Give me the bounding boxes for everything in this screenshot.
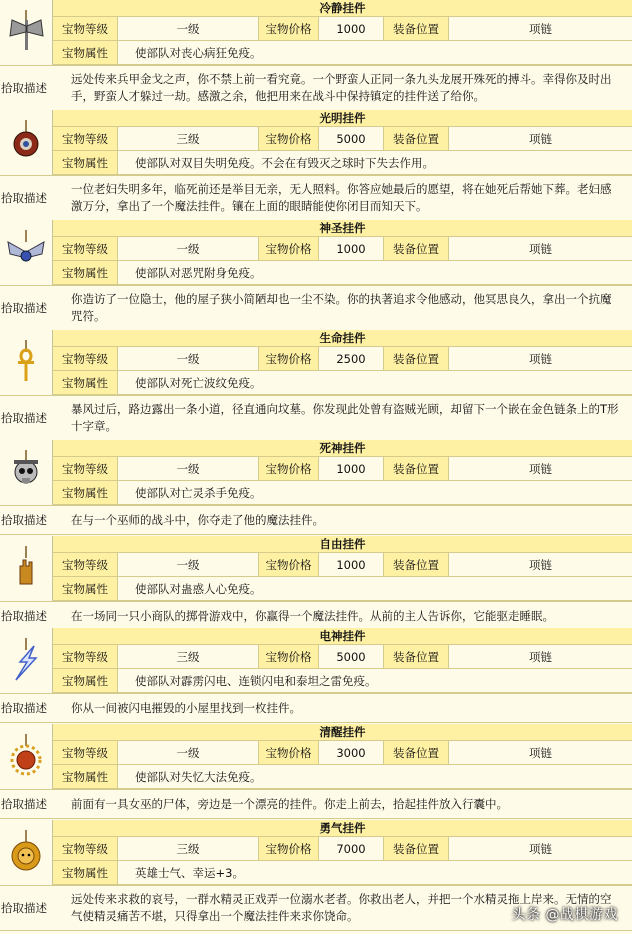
price-value: 3000: [319, 741, 383, 764]
desc-label: 拾取描述: [1, 411, 47, 425]
desc-row: [0, 395, 632, 441]
desc-text: 一位老妇失明多年，临死前还是举目无亲，无人照料。你答应她最后的愿望，将在她死后帮她下葬。老妇感激万分，拿出了一个魔法挂件。镶在上面的眼睛能使你闭目而知天下。: [71, 182, 612, 213]
attr-value: 使部队对恶咒附身免疫。: [118, 261, 632, 284]
desc-text: 远处传来兵甲金戈之声，你不禁上前一看究竟。一个野蛮人正同一条九头龙展开殊死的搏斗。幸得你及时出手，野蛮人才躲过一劫。感激之余，他把用来在战斗中保持镇定的挂件送了给你。: [71, 72, 612, 103]
desc-label: 拾取描述: [1, 701, 47, 715]
level-label: 宝物等级: [53, 645, 117, 668]
item-name: 死神挂件: [53, 440, 632, 457]
attr-label: 宝物属性: [53, 371, 117, 394]
ankh-amulet-icon: [0, 330, 53, 395]
attr-row: [53, 861, 632, 885]
watermark: 头条 @战棋游戏: [511, 907, 618, 923]
attr-value: 使部队对蛊惑人心免疫。: [118, 577, 632, 600]
slot-label: 装备位置: [384, 553, 448, 576]
attr-value: 使部队对双目失明免疫。不会在有毁灭之球时下失去作用。: [118, 151, 632, 174]
desc-text: 远处传来求救的哀号，一群水精灵正戏弄一位溺水老者。你救出老人，并把一个水精灵拖上岸来。无情的空气使精灵痛苦不堪，只得拿出一个魔法挂件来求你饶命。: [71, 892, 612, 923]
attr-value: 使部队对丧心病狂免疫。: [118, 41, 632, 64]
sun-amulet-icon: [0, 724, 53, 789]
attr-row: [53, 41, 632, 65]
desc-text: 前面有一具女巫的尸体，旁边是一个漂亮的挂件。你走上前去，拾起挂件放入行囊中。: [71, 796, 508, 811]
price-label: 宝物价格: [259, 17, 318, 40]
amulet-entry: [0, 440, 632, 535]
amulet-entry: [0, 0, 632, 111]
desc-row: [0, 285, 632, 331]
price-label: 宝物价格: [259, 347, 318, 370]
amulet-entry: [0, 220, 632, 331]
slot-label: 装备位置: [384, 457, 448, 480]
hand-amulet-icon: [0, 536, 53, 601]
item-name: 冷静挂件: [53, 0, 632, 17]
axe-amulet-icon: [0, 0, 53, 65]
attr-value: 使部队对亡灵杀手免疫。: [118, 481, 632, 504]
level-label: 宝物等级: [53, 17, 117, 40]
slot-label: 装备位置: [384, 127, 448, 150]
stats-row: [53, 457, 632, 481]
desc-text: 在与一个巫师的战斗中，你夺走了他的魔法挂件。: [71, 512, 324, 527]
desc-row: [0, 175, 632, 221]
price-label: 宝物价格: [259, 741, 318, 764]
attr-row: [53, 371, 632, 395]
slot-value: 项链: [449, 741, 632, 764]
amulet-entry: [0, 628, 632, 723]
attr-value: 英雄士气、幸运+3。: [118, 861, 632, 884]
desc-label: 拾取描述: [1, 301, 47, 315]
attr-label: 宝物属性: [53, 151, 117, 174]
desc-label: 拾取描述: [1, 191, 47, 205]
desc-row: [0, 65, 632, 111]
amulet-entry: [0, 724, 632, 819]
level-label: 宝物等级: [53, 553, 117, 576]
attr-label: 宝物属性: [53, 261, 117, 284]
slot-label: 装备位置: [384, 237, 448, 260]
item-name: 勇气挂件: [53, 820, 632, 837]
level-label: 宝物等级: [53, 127, 117, 150]
stats-row: [53, 17, 632, 41]
attr-row: [53, 577, 632, 601]
desc-row: [0, 505, 632, 535]
attr-label: 宝物属性: [53, 481, 117, 504]
attr-value: 使部队对失忆大法免疫。: [118, 765, 632, 788]
stats-row: [53, 127, 632, 151]
desc-row: [0, 789, 632, 819]
level-value: 三级: [118, 127, 258, 150]
stats-row: [53, 645, 632, 669]
price-value: 1000: [319, 237, 383, 260]
attr-row: [53, 261, 632, 285]
desc-label: 拾取描述: [1, 797, 47, 811]
price-label: 宝物价格: [259, 553, 318, 576]
slot-value: 项链: [449, 553, 632, 576]
level-label: 宝物等级: [53, 347, 117, 370]
skull-amulet-icon: [0, 440, 53, 505]
level-value: 一级: [118, 553, 258, 576]
slot-label: 装备位置: [384, 741, 448, 764]
price-label: 宝物价格: [259, 457, 318, 480]
stats-row: [53, 741, 632, 765]
item-name: 神圣挂件: [53, 220, 632, 237]
attr-label: 宝物属性: [53, 765, 117, 788]
desc-label: 拾取描述: [1, 609, 47, 623]
stats-row: [53, 837, 632, 861]
price-value: 5000: [319, 127, 383, 150]
level-value: 一级: [118, 347, 258, 370]
level-label: 宝物等级: [53, 237, 117, 260]
desc-row: [0, 601, 632, 631]
attr-value: 使部队对死亡波纹免疫。: [118, 371, 632, 394]
price-label: 宝物价格: [259, 645, 318, 668]
level-value: 三级: [118, 645, 258, 668]
item-name: 光明挂件: [53, 110, 632, 127]
slot-label: 装备位置: [384, 645, 448, 668]
lion-amulet-icon: [0, 820, 53, 885]
attr-label: 宝物属性: [53, 41, 117, 64]
level-label: 宝物等级: [53, 457, 117, 480]
lightning-amulet-icon: [0, 628, 53, 693]
price-value: 1000: [319, 553, 383, 576]
desc-label: 拾取描述: [1, 81, 47, 95]
slot-label: 装备位置: [384, 347, 448, 370]
item-name: 生命挂件: [53, 330, 632, 347]
attr-row: [53, 481, 632, 505]
amulet-entry: [0, 110, 632, 221]
desc-text: 你从一间被闪电摧毁的小屋里找到一枚挂件。: [71, 700, 301, 715]
slot-value: 项链: [449, 645, 632, 668]
slot-value: 项链: [449, 127, 632, 150]
stats-row: [53, 553, 632, 577]
slot-value: 项链: [449, 457, 632, 480]
desc-label: 拾取描述: [1, 901, 47, 915]
level-value: 一级: [118, 457, 258, 480]
price-value: 1000: [319, 457, 383, 480]
amulet-entry: [0, 330, 632, 441]
level-value: 一级: [118, 237, 258, 260]
attr-row: [53, 669, 632, 693]
price-label: 宝物价格: [259, 127, 318, 150]
stats-row: [53, 237, 632, 261]
wings-amulet-icon: [0, 220, 53, 285]
slot-label: 装备位置: [384, 837, 448, 860]
level-label: 宝物等级: [53, 741, 117, 764]
price-value: 5000: [319, 645, 383, 668]
amulet-entry: [0, 536, 632, 631]
attr-label: 宝物属性: [53, 577, 117, 600]
price-value: 7000: [319, 837, 383, 860]
slot-value: 项链: [449, 17, 632, 40]
attr-label: 宝物属性: [53, 861, 117, 884]
price-value: 2500: [319, 347, 383, 370]
level-value: 一级: [118, 741, 258, 764]
desc-text: 在一场同一只小商队的掷骨游戏中，你赢得一个魔法挂件。从前的主人告诉你，它能驱走睡眠。: [71, 608, 554, 623]
attr-value: 使部队对霹雳闪电、连锁闪电和泰坦之雷免疫。: [118, 669, 632, 692]
price-value: 1000: [319, 17, 383, 40]
desc-text: 暴风过后，路边露出一条小道，径直通向坟墓。你发现此处曾有盗贼光顾，却留下一个嵌在金色链条上的T形十字章。: [71, 402, 619, 433]
slot-value: 项链: [449, 347, 632, 370]
price-label: 宝物价格: [259, 837, 318, 860]
slot-value: 项链: [449, 237, 632, 260]
desc-label: 拾取描述: [1, 513, 47, 527]
eye-amulet-icon: [0, 110, 53, 175]
slot-label: 装备位置: [384, 17, 448, 40]
attr-row: [53, 151, 632, 175]
attr-label: 宝物属性: [53, 669, 117, 692]
desc-row: [0, 693, 632, 723]
item-name: 清醒挂件: [53, 724, 632, 741]
price-label: 宝物价格: [259, 237, 318, 260]
item-name: 电神挂件: [53, 628, 632, 645]
attr-row: [53, 765, 632, 789]
stats-row: [53, 347, 632, 371]
level-value: 一级: [118, 17, 258, 40]
item-name: 自由挂件: [53, 536, 632, 553]
desc-text: 你造访了一位隐士，他的屋子狭小简陋却也一尘不染。你的执著追求令他感动，他冥思良久，拿出一个抗魔咒符。: [71, 292, 612, 323]
level-value: 三级: [118, 837, 258, 860]
slot-value: 项链: [449, 837, 632, 860]
level-label: 宝物等级: [53, 837, 117, 860]
